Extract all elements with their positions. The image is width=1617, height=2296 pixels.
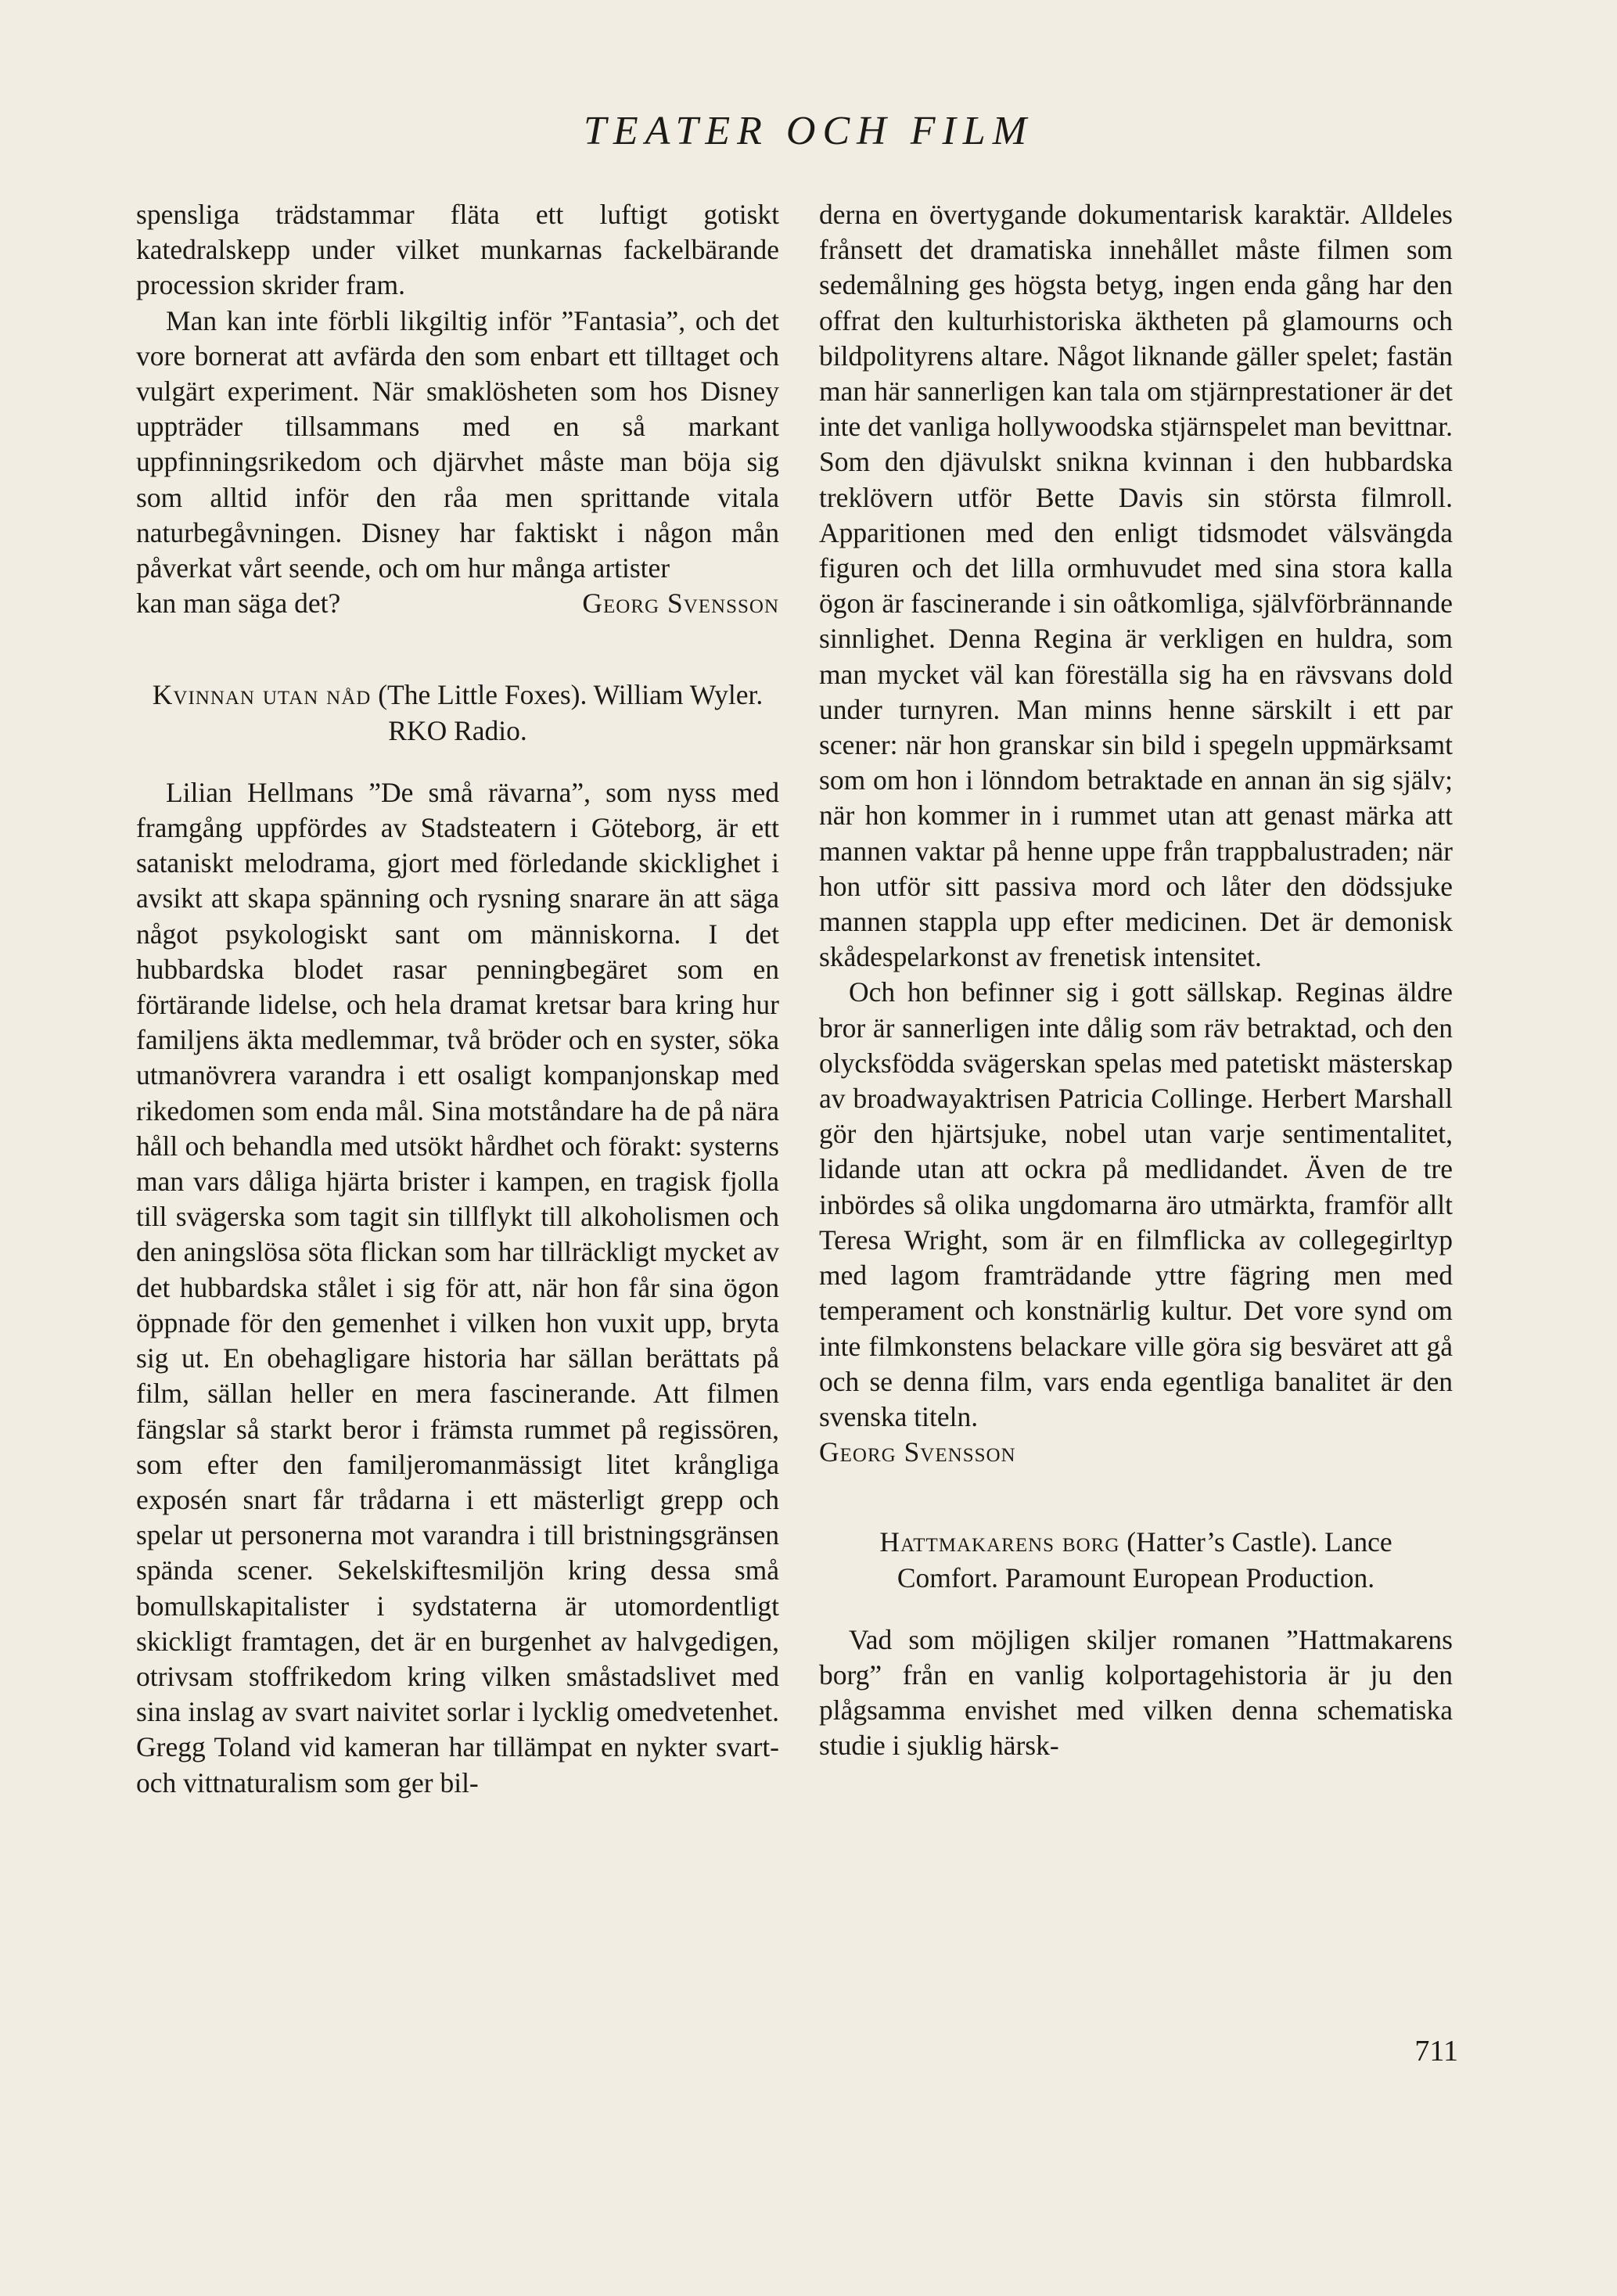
review-credits: (Hatter’s Castle). Lance Comfort. Paramount European Production. (897, 1526, 1392, 1594)
review-heading (144, 677, 771, 748)
page-number: 711 (1414, 2035, 1458, 2068)
paragraph: spensliga trädstammar fläta ett luftigt gotiskt katedralskepp under vilket munkarnas fackelbärande procession skrider fram. (136, 199, 779, 301)
author-signature: Georg Svensson (582, 587, 779, 620)
paragraph: Man kan inte förbli likgiltig inför ”Fantasia”, och det vore bornerat att avfärda den som enbart ett tilltaget och vulgärt experiment. När smaklösheten som hos Disney uppträder tillsammans med en så markant uppfinningsrikedom och djärvhet måste man böja sig som alltid inför den råa men sprittande vitala naturbegåvningen. Disney har faktiskt i någon mån påverkat vårt seende, och om hur många artister (136, 304, 779, 584)
left-column (136, 197, 779, 1801)
review-title: Hattmakarens borg (879, 1526, 1120, 1558)
running-head: TEATER OCH FILM (583, 109, 1034, 153)
paragraph: Vad som möjligen skiljer romanen ”Hattmakarens borg” från en vanlig kolportagehistoria är ju den plågsamma envishet med vilken denna schematiska studie i sjuklig härsk- (819, 1623, 1453, 1762)
paragraph-last-line: kan man säga det? (136, 587, 341, 620)
right-column (819, 197, 1453, 1764)
review-title: Kvinnan utan nåd (152, 679, 372, 711)
paragraph: Lilian Hellmans ”De små rävarna”, som nyss med framgång uppfördes av Stadsteatern i Göteborg, är ett sataniskt melodrama, gjort med förledande skicklighet i avsikt att skapa spänning och rysning snarare än att säga något psykologiskt sant om människorna. I det hubbardska blodet rasar penningbegäret som en förtärande lidelse, och hela dramat kretsar bara kring hur familjens äkta medlemmar, två bröder och en syster, söka utmanövrera varandra i ett osaligt kompanjonskap med rikedomen som enda mål. Sina motståndare ha de på nära håll och behandla med utsökt hårdhet och förakt: systerns man vars dåliga hjärta brister i kampen, en tragisk fjolla till svägerska som tagit sin tillflykt till alkoholismen och den aningslösa söta flickan som har tillräckligt mycket av det hubbardska stålet i sig för att, när hon får sina ögon öppnade för den gemenhet i vilken hon vuxit upp, bryta sig ut. En obehagligare historia har sällan berättats på film, sällan heller en mera fascinerande. Att filmen fängslar så starkt beror i främsta rummet på regissören, som efter den familjeromanmässigt litet krångliga exposén snart får trådarna i ett mästerligt grepp och spelar ut personerna mot varandra i till bristningsgränsen spända scener. Sekelskiftesmiljön kring dessa små bomullskapitalister i sydstaterna är utomordentligt skickligt framtagen, det är en burgenhet av halvgedigen, otrivsam stoffrikedom kring vilken småstadslivet med sina inslag av svart naivitet sorlar i lycklig omedvetenhet. Gregg Toland vid kameran har tillämpat en nykter svart- och vittnaturalism som ger bil- (136, 776, 779, 1798)
paragraph: Och hon befinner sig i gott sällskap. Reginas äldre bror är sannerligen inte dålig som räv betraktad, och den olycksfödda svägerskan spelas med patetiskt mästerskap av broadwayaktrisen Patricia Collinge. Herbert Marshall gör den hjärtsjuke, nobel utan varje sentimentalitet, lidande utan att ockra på medlidandet. Även de tre inbördes så olika ungdomarna äro utmärkta, framför allt Teresa Wright, som är en filmflicka av collegegirltyp med lagom framträdande yttre fägring men med temperament och konstnärlig kultur. Det vore synd om inte filmkonstens belackare ville göra sig besväret att gå och se denna film, vars enda egentliga banalitet är den svenska titeln. (819, 976, 1453, 1432)
review-heading (827, 1525, 1445, 1595)
paragraph-ending-with-signature (136, 586, 779, 621)
author-signature: Georg Svensson (819, 1436, 1016, 1468)
paragraph: derna en övertygande dokumentarisk karaktär. Alldeles frånsett det dramatiska innehållet måste filmen som sedemålning ges högsta betyg, ingen enda gång har den offrat den kulturhistoriska äktheten på glamourns och bildpolityrens altare. Något liknande gäller spelet; fastän man här sannerligen kan tala om stjärnprestationer är det inte det vanliga hollywoodska stjärnspelet man bevittnar. Som den djävulskt snikna kvinnan i den hubbardska treklövern utför Bette Davis sin största filmroll. Apparitionen med den enligt tidsmodet välsvängda figuren och det lilla ormhuvudet med sina stora kalla ögon är fascinerande i sin oåtkomliga, självförbrännande sinnlighet. Denna Regina är verkligen en huldra, som man mycket väl kan föreställa sig ha en rävsvans dold under turnyren. Man minns henne särskilt i ett par scener: när hon granskar sin bild i spegeln uppmärksamt som om hon i lönndom betraktade en annan än sig själv; när hon kommer in i rummet utan att genast märka att mannen vaktar på henne uppe från trappbalustraden; när hon utför sitt passiva mord och låter den dödssjuke mannen stappla upp efter medicinen. Det är demonisk skådespelarkonst av frenetisk intensitet. (819, 199, 1453, 973)
review-credits: (The Little Foxes). William Wyler. RKO Radio. (371, 679, 764, 746)
